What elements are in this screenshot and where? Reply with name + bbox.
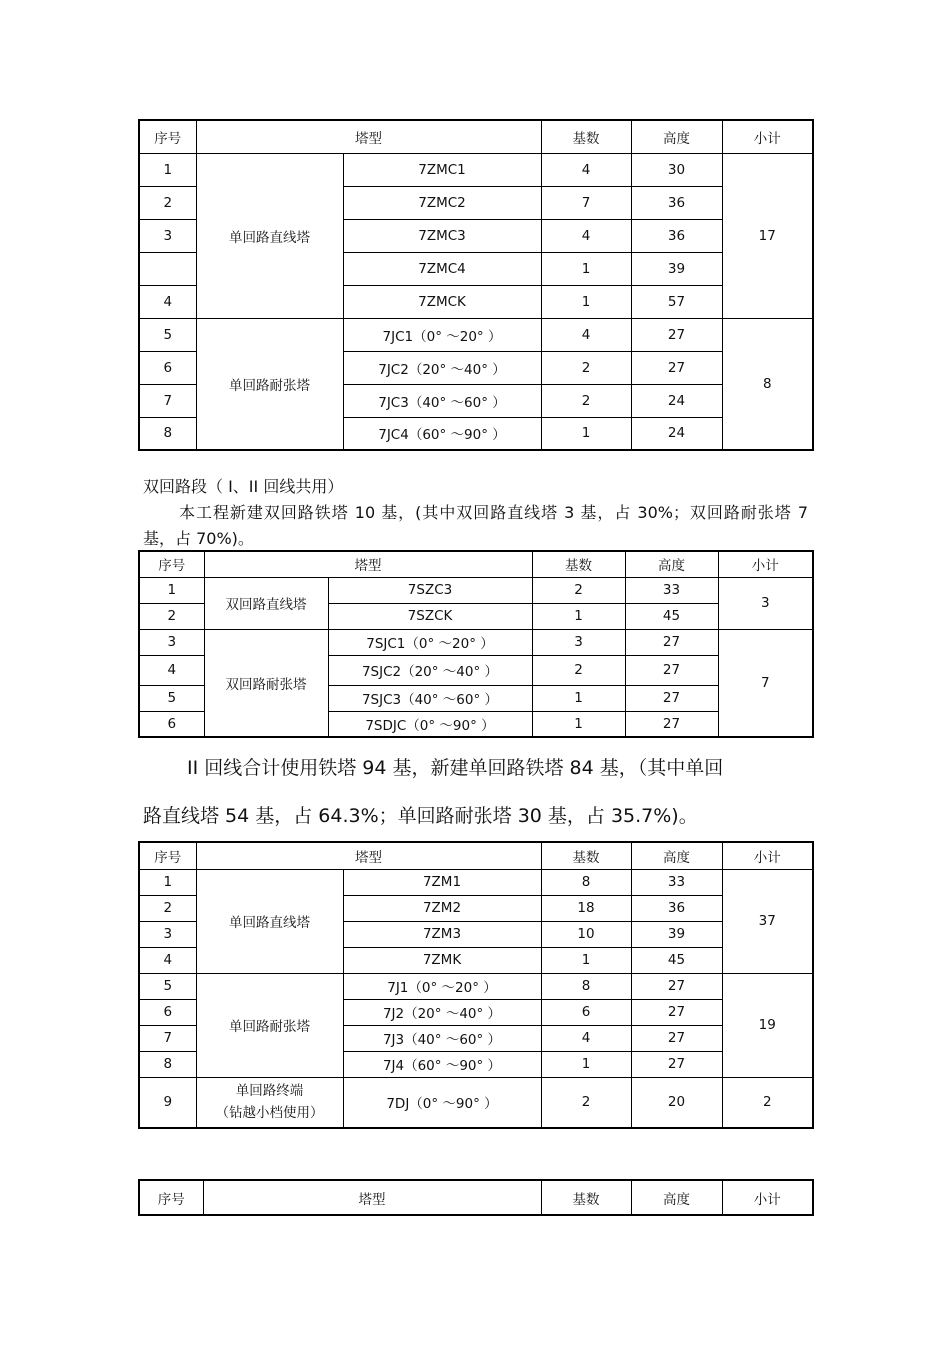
group-subtotal: 17 — [722, 153, 813, 318]
group-subtotal: 2 — [722, 1077, 813, 1128]
row-no: 1 — [139, 869, 196, 895]
tower-type: 7JC2（20° ～40° ） — [343, 351, 541, 384]
tower-height: 30 — [631, 153, 722, 186]
tower-type: 7SDJC（0° ～90° ） — [328, 711, 532, 737]
row-no: 3 — [139, 629, 204, 655]
header-subtotal: 小计 — [718, 551, 813, 577]
tower-type: 7ZMC2 — [343, 186, 541, 219]
tower-height: 27 — [631, 351, 722, 384]
group-label: 单回路耐张塔 — [196, 318, 343, 450]
header-height: 高度 — [625, 551, 718, 577]
tower-height: 57 — [631, 285, 722, 318]
tower-count: 2 — [532, 655, 625, 685]
table-single-circuit-1 — [138, 119, 814, 451]
tower-type: 7JC4（60° ～90° ） — [343, 417, 541, 450]
table-double-circuit — [138, 550, 814, 738]
header-count: 基数 — [541, 120, 631, 153]
tower-type: 7DJ（0° ～90° ） — [343, 1077, 541, 1128]
tower-type: 7SJC2（20° ～40° ） — [328, 655, 532, 685]
tower-type: 7J2（20° ～40° ） — [343, 999, 541, 1025]
group-label: 单回路直线塔 — [196, 869, 343, 973]
section-paragraph: 本工程新建双回路铁塔 10 基，(其中双回路直线塔 3 基，占 30%；双回路耐张塔 7 基，占 70%)。 — [143, 503, 808, 548]
row-no: 5 — [139, 973, 196, 999]
tower-count: 4 — [541, 153, 631, 186]
tower-height: 24 — [631, 384, 722, 417]
summary-line-1: II 回线合计使用铁塔 94 基，新建单回路铁塔 84 基，（其中单回 — [187, 757, 724, 779]
tower-count: 6 — [541, 999, 631, 1025]
tower-count: 1 — [541, 285, 631, 318]
header-count: 基数 — [541, 842, 631, 869]
tower-height: 20 — [631, 1077, 722, 1128]
tower-count: 7 — [541, 186, 631, 219]
tower-count: 2 — [541, 351, 631, 384]
group-subtotal: 7 — [718, 629, 813, 737]
row-no: 7 — [139, 1025, 196, 1051]
tower-height: 36 — [631, 219, 722, 252]
tower-type: 7ZMC3 — [343, 219, 541, 252]
tower-type: 7ZMC1 — [343, 153, 541, 186]
table-row — [139, 153, 813, 186]
row-no: 9 — [139, 1077, 196, 1128]
tower-count: 1 — [532, 603, 625, 629]
row-no: 8 — [139, 1051, 196, 1077]
tower-type: 7SJC1（0° ～20° ） — [328, 629, 532, 655]
tower-type: 7J1（0° ～20° ） — [343, 973, 541, 999]
tower-type: 7J4（60° ～90° ） — [343, 1051, 541, 1077]
tower-height: 45 — [631, 947, 722, 973]
header-type: 塔型 — [204, 551, 532, 577]
tower-height: 24 — [631, 417, 722, 450]
row-no: 4 — [139, 947, 196, 973]
row-no: 7 — [139, 384, 196, 417]
row-no: 3 — [139, 921, 196, 947]
row-no: 5 — [139, 685, 204, 711]
row-no: 2 — [139, 186, 196, 219]
tower-count: 1 — [541, 417, 631, 450]
tower-height: 36 — [631, 895, 722, 921]
group-label: 双回路直线塔 — [204, 577, 328, 629]
group-label: 单回路直线塔 — [196, 153, 343, 318]
tower-height: 36 — [631, 186, 722, 219]
tower-height: 39 — [631, 252, 722, 285]
summary-line-2: 路直线塔 54 基，占 64.3%；单回路耐张塔 30 基，占 35.7%)。 — [143, 805, 698, 827]
header-height: 高度 — [631, 1180, 722, 1215]
group-label-line1: 单回路终端 — [235, 1083, 304, 1100]
row-no: 8 — [139, 417, 196, 450]
tower-type: 7SJC3（40° ～60° ） — [328, 685, 532, 711]
header-subtotal: 小计 — [722, 842, 813, 869]
group-subtotal: 19 — [722, 973, 813, 1077]
tower-count: 10 — [541, 921, 631, 947]
table-row — [139, 629, 813, 655]
tower-type: 7ZMK — [343, 947, 541, 973]
tower-count: 1 — [532, 711, 625, 737]
tower-type: 7JC1（0° ～20° ） — [343, 318, 541, 351]
tower-count: 2 — [541, 384, 631, 417]
tower-count: 4 — [541, 219, 631, 252]
row-no: 4 — [139, 285, 196, 318]
tower-type: 7SZC3 — [328, 577, 532, 603]
header-count: 基数 — [532, 551, 625, 577]
tower-count: 2 — [532, 577, 625, 603]
group-label-line2: （钻越小档使用） — [215, 1105, 324, 1122]
row-no: 6 — [139, 711, 204, 737]
tower-count: 4 — [541, 318, 631, 351]
group-subtotal: 8 — [722, 318, 813, 450]
table-single-circuit-2 — [138, 841, 814, 1129]
row-no: 1 — [139, 577, 204, 603]
table-row — [139, 973, 813, 999]
header-no: 序号 — [139, 1180, 203, 1215]
header-no: 序号 — [139, 842, 196, 869]
row-no: 6 — [139, 351, 196, 384]
table-row — [139, 577, 813, 603]
table-row — [139, 318, 813, 351]
tower-type: 7ZM3 — [343, 921, 541, 947]
tower-height: 27 — [631, 973, 722, 999]
row-no: 2 — [139, 895, 196, 921]
tower-height: 27 — [631, 999, 722, 1025]
table-row — [139, 1077, 813, 1128]
tower-height: 33 — [625, 577, 718, 603]
tower-count: 18 — [541, 895, 631, 921]
tower-count: 4 — [541, 1025, 631, 1051]
group-subtotal: 3 — [718, 577, 813, 629]
header-no: 序号 — [139, 120, 196, 153]
tower-count: 1 — [532, 685, 625, 711]
header-height: 高度 — [631, 842, 722, 869]
header-type: 塔型 — [196, 120, 541, 153]
row-no: 3 — [139, 219, 196, 252]
tower-type: 7JC3（40° ～60° ） — [343, 384, 541, 417]
tower-type: 7ZM1 — [343, 869, 541, 895]
tower-type: 7J3（40° ～60° ） — [343, 1025, 541, 1051]
header-subtotal: 小计 — [722, 120, 813, 153]
group-label — [196, 1077, 343, 1128]
tower-count: 1 — [541, 947, 631, 973]
tower-count: 8 — [541, 973, 631, 999]
row-no: 1 — [139, 153, 196, 186]
group-subtotal: 37 — [722, 869, 813, 973]
row-no — [139, 252, 196, 285]
row-no: 4 — [139, 655, 204, 685]
header-type: 塔型 — [203, 1180, 541, 1215]
tower-height: 33 — [631, 869, 722, 895]
tower-count: 8 — [541, 869, 631, 895]
header-no: 序号 — [139, 551, 204, 577]
row-no: 2 — [139, 603, 204, 629]
row-no: 6 — [139, 999, 196, 1025]
tower-height: 27 — [625, 711, 718, 737]
group-label: 单回路耐张塔 — [196, 973, 343, 1077]
tower-height: 27 — [625, 655, 718, 685]
header-count: 基数 — [541, 1180, 631, 1215]
header-type: 塔型 — [196, 842, 541, 869]
tower-height: 27 — [631, 1025, 722, 1051]
tower-height: 27 — [631, 1051, 722, 1077]
table-row — [139, 869, 813, 895]
tower-type: 7ZM2 — [343, 895, 541, 921]
tower-type: 7ZMCK — [343, 285, 541, 318]
header-subtotal: 小计 — [722, 1180, 813, 1215]
tower-count: 3 — [532, 629, 625, 655]
tower-height: 45 — [625, 603, 718, 629]
row-no: 5 — [139, 318, 196, 351]
tower-type: 7SZCK — [328, 603, 532, 629]
tower-count: 1 — [541, 1051, 631, 1077]
tower-height: 39 — [631, 921, 722, 947]
tower-height: 27 — [625, 629, 718, 655]
group-label: 双回路耐张塔 — [204, 629, 328, 737]
tower-type: 7ZMC4 — [343, 252, 541, 285]
tower-height: 27 — [631, 318, 722, 351]
table-header-only — [138, 1179, 814, 1216]
tower-height: 27 — [625, 685, 718, 711]
tower-count: 2 — [541, 1077, 631, 1128]
header-height: 高度 — [631, 120, 722, 153]
tower-count: 1 — [541, 252, 631, 285]
section-heading: 双回路段（ I、II 回线共用） — [143, 477, 344, 496]
